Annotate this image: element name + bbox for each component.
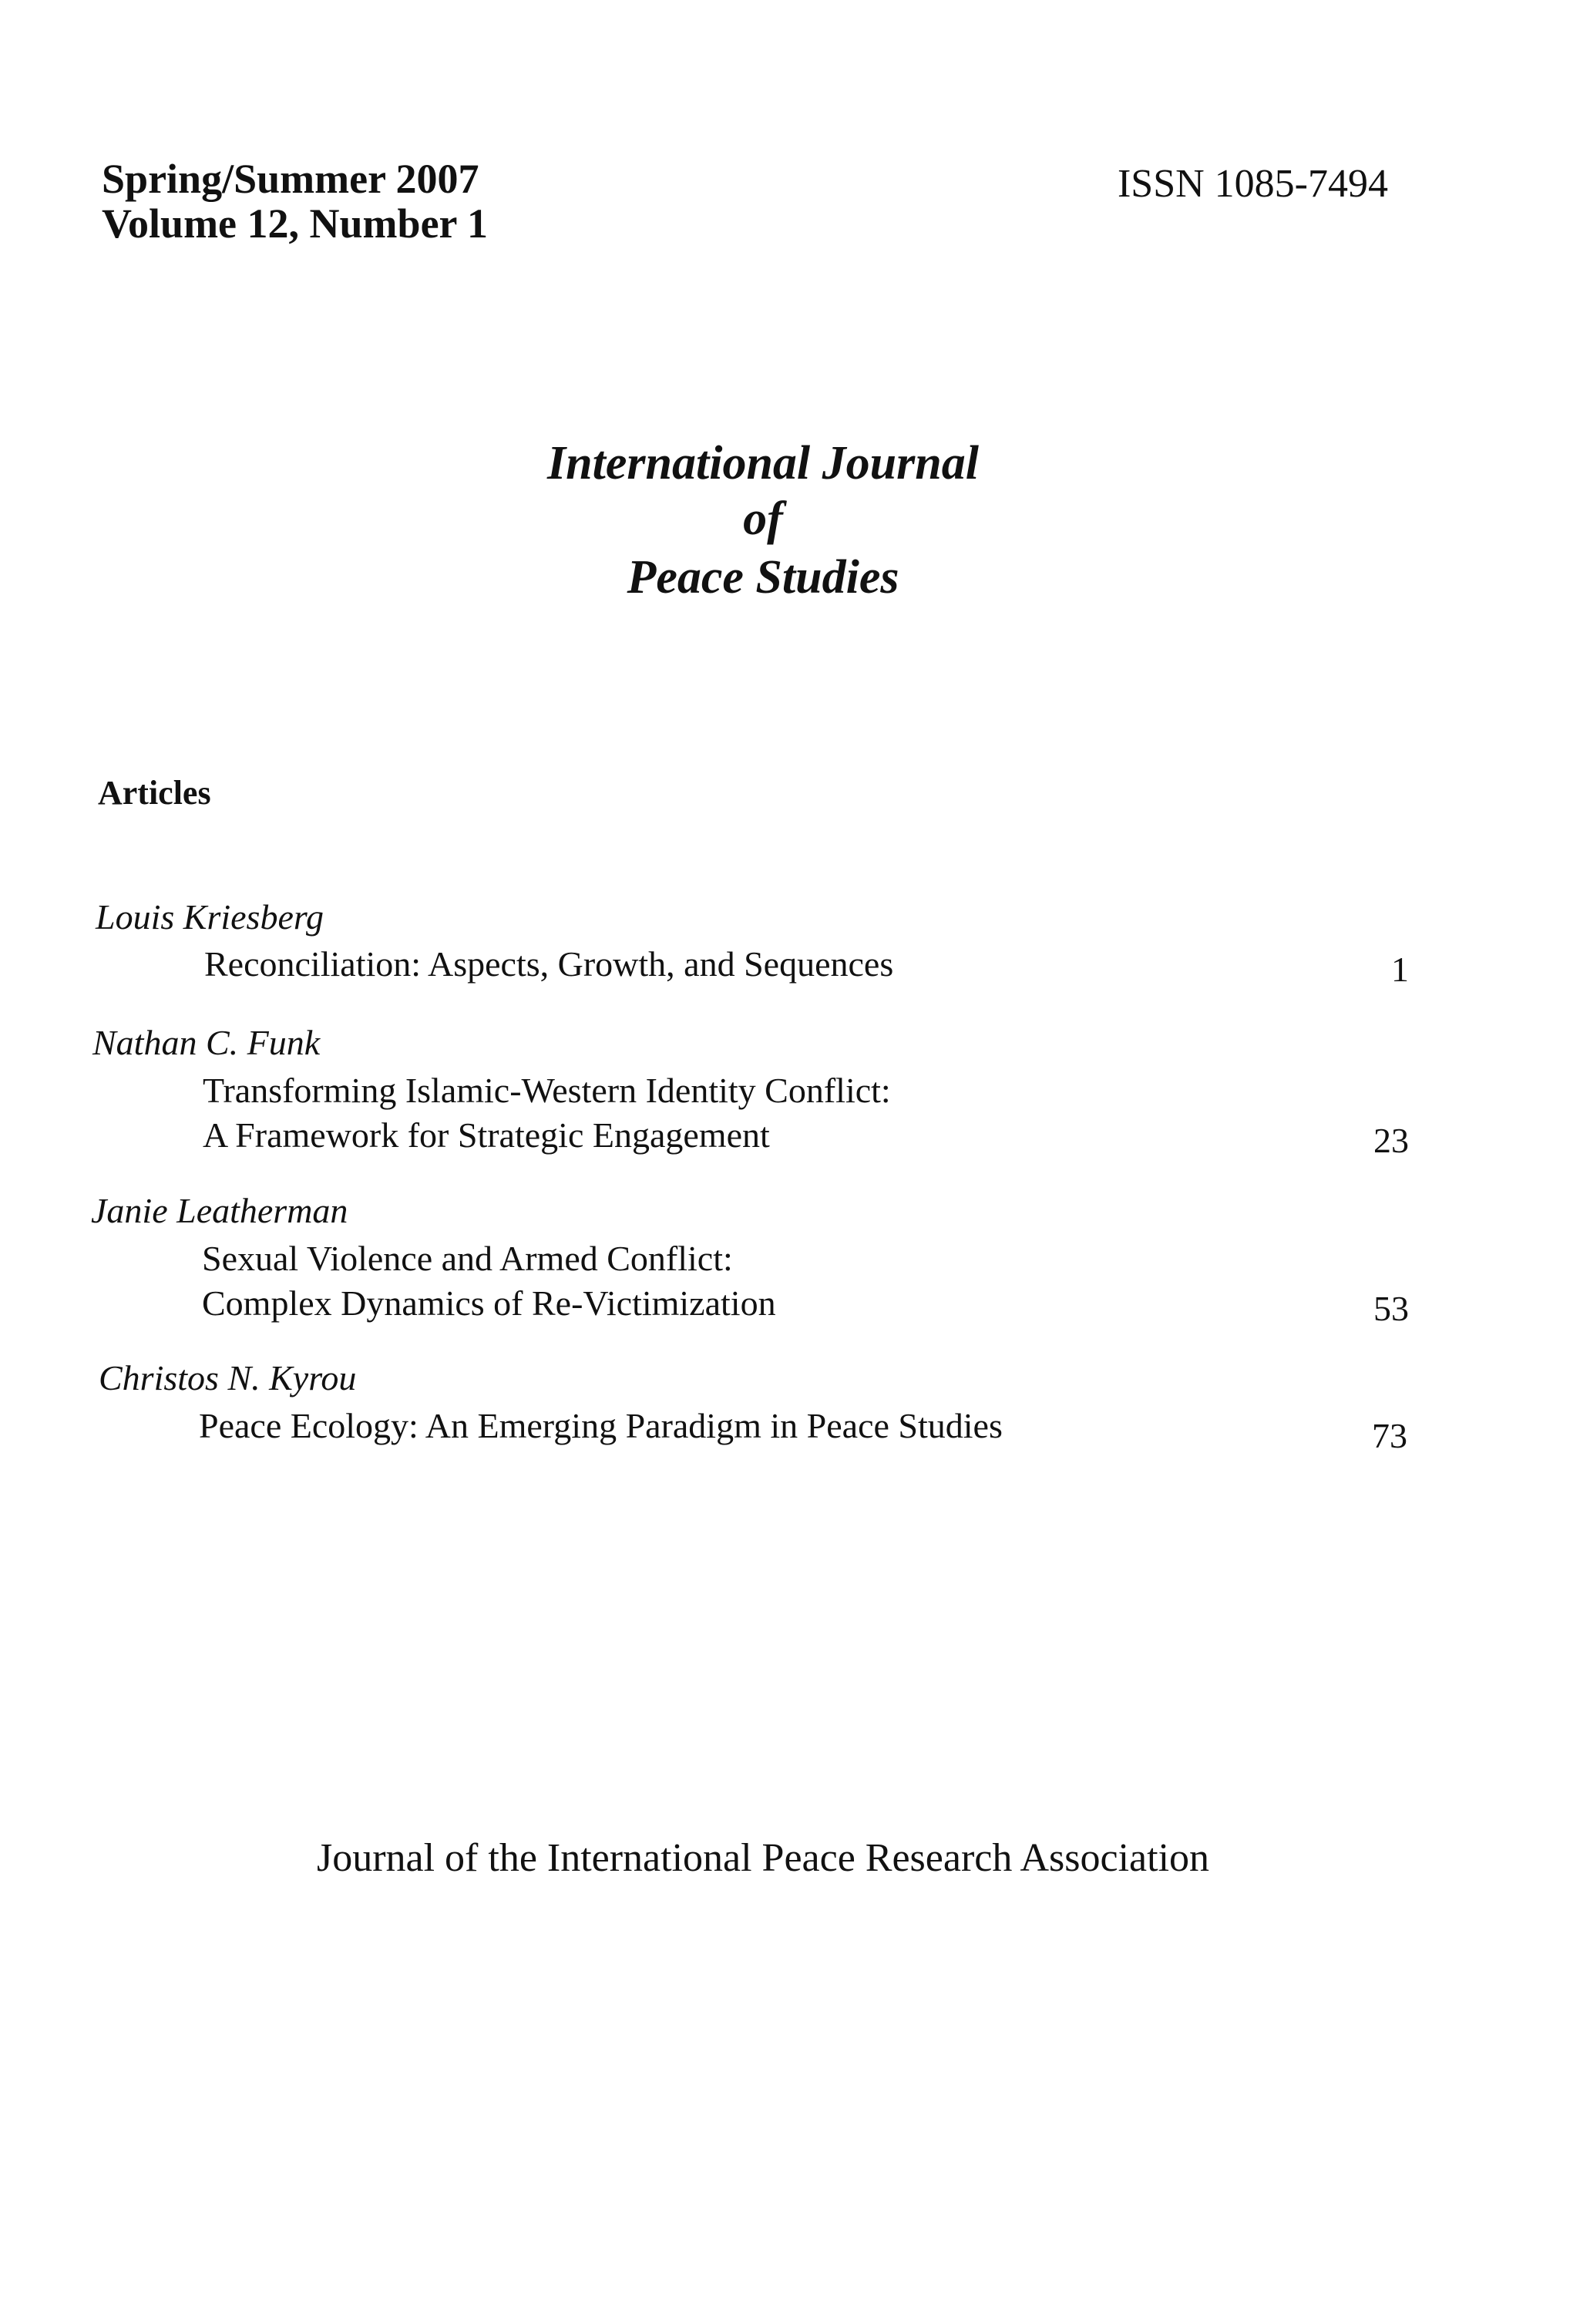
issue-volume: Volume 12, Number 1 [102, 200, 489, 247]
article-title-line-1: Transforming Islamic-Western Identity Conflict: [203, 1071, 891, 1110]
article-author: Janie Leatherman [91, 1191, 348, 1230]
article-page-number: 23 [1373, 1121, 1409, 1160]
article-title-line-2: A Framework for Strategic Engagement [203, 1115, 770, 1155]
issn: ISSN 1085-7494 [1117, 162, 1388, 206]
article-title-line-2: Complex Dynamics of Re-Victimization [202, 1283, 776, 1323]
journal-title-line-1: International Journal [547, 437, 979, 489]
article-page-number: 1 [1391, 950, 1409, 989]
journal-title-line-2: of [743, 493, 783, 545]
article-page-number: 53 [1373, 1289, 1409, 1328]
article-author: Nathan C. Funk [92, 1023, 321, 1062]
article-page-number: 73 [1372, 1416, 1407, 1455]
issue-season: Spring/Summer 2007 [102, 156, 479, 202]
article-author: Louis Kriesberg [96, 897, 324, 937]
journal-affiliation: Journal of the International Peace Research Association [316, 1836, 1210, 1880]
article-author: Christos N. Kyrou [99, 1358, 357, 1397]
article-title: Reconciliation: Aspects, Growth, and Sequences [204, 944, 894, 984]
article-title: Peace Ecology: An Emerging Paradigm in Peace Studies [199, 1406, 1003, 1445]
journal-title-line-3: Peace Studies [627, 551, 899, 604]
section-heading: Articles [98, 774, 211, 812]
article-title-line-1: Sexual Violence and Armed Conflict: [202, 1239, 733, 1278]
